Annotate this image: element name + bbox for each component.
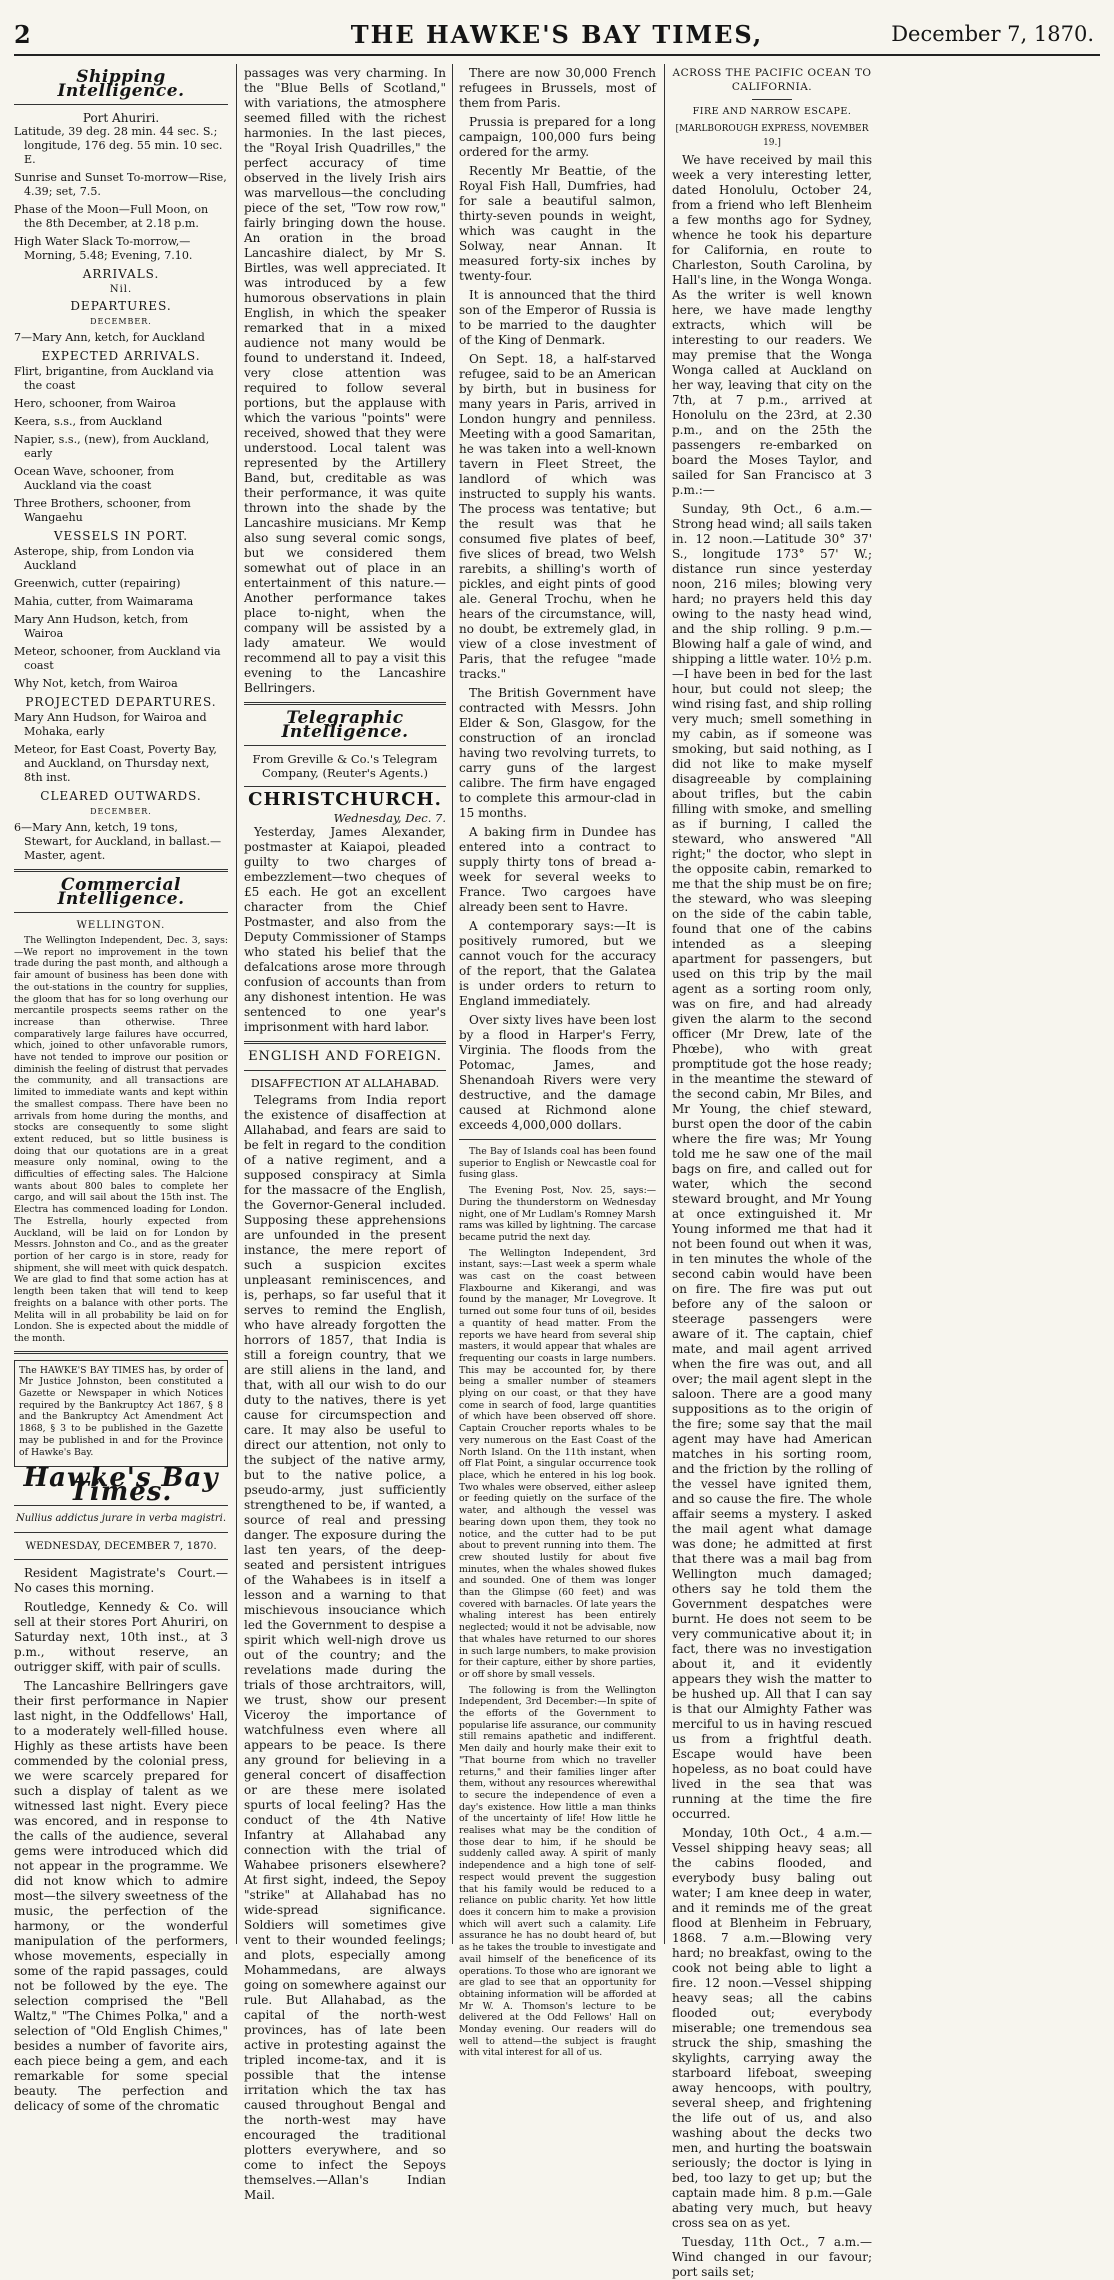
commercial-heading: Commercial Intelligence. (57, 875, 185, 909)
pacific-paragraph: Monday, 10th Oct., 4 a.m.—Vessel shipping heavy seas; all the cabins flooded, and everybody busy baling out water; I am knee deep in water, and it reminds me of the great flood at Blenheim in February, 1868. 7 a.m.—Blowing very hard; no breakfast, owing to the cook not being able to light a fire. 12 noon.—Vessel shipping heavy seas; all the cabins flooded out; everybody miserable; one tremendous sea struck the ship, smashing the skylights, carrying away the starboard lifeboat, sweeping away hencoops, with poultry, several sheep, and frightening the life out of us, and also washing about the decks two men, and hurting the boatswain seriously; the doctor is lying in bed, too lazy to get up; but the captain made him. 8 p.m.—Gale abating very much, but heavy cross sea on as yet. (672, 1826, 872, 2230)
vessel-entry: Meteor, schooner, from Auckland via coast (14, 645, 221, 672)
court-paragraph: Resident Magistrate's Court.—No cases this morning. (14, 1566, 228, 1596)
port-info-line: Phase of the Moon—Full Moon, on the 8th December, at 2.18 p.m. (14, 203, 209, 230)
small-news-item: The following is from the Wellington Independent, 3rd December:—In spite of the efforts of the Government to popularise life assurance, our community still remains apathetic and indifferent. Men daily and hourly make their exit to "That bourne from which no traveller returns," and their families linger after them, without any resources wherewithal to secure the independence of even a day's existence. How little a man thinks of the uncertainty of life! How little he realises what may be the condition of those dear to him, if he should be suddenly called away. A spirit of manly independence and a high tone of self-respect would prevent the suggestion that his family would be reduced to a reliance on public charity. Yet how little does it concern him to make a provision which will avert such a calamity. Life assurance he has no doubt heard of, but as he takes the trouble to investigate and avail himself of the beneficence of its operations. To those who are ignorant we are glad to see that an opportunity for obtaining information will be afforded at Mr W. A. Thomson's lecture to be delivered at the Odd Fellows' Hall on Monday evening. Our readers will do well to attend—the subject is fraught with vital interest for all of us. (459, 1684, 656, 2059)
expected-entry: Napier, s.s., (new), from Auckland, early (14, 433, 210, 460)
telegram-source: From Greville & Co.'s Telegram Company, (Reuter's Agents.) (252, 752, 438, 780)
small-news-item: The Bay of Islands coal has been found superior to English or Newcastle coal for fusing glass. (459, 1146, 656, 1181)
column-4 (672, 66, 872, 2279)
expected-entry: Three Brothers, schooner, from Wangaehu (14, 497, 191, 524)
christchurch-heading: CHRISTCHURCH. (248, 789, 442, 810)
disaffection-heading: DISAFFECTION AT ALLAHABAD. (250, 1077, 440, 1090)
newspaper-nameplate: Hawke's Bay Times. (23, 1463, 219, 1508)
news-item: It is announced that the third son of the Emperor of Russia is to be married to the daughter of the King of Denmark. (459, 288, 656, 347)
commercial-article: The Wellington Independent, Dec. 3, says:—We report no improvement in the town trade during the past month, and although a fair amount of business has been done with the out-stations in the country for supplies, the gloom that has for so long overhung our mercantile prospects seems rather on the increase than otherwise. Three comparatively large failures have occurred, which, joined to other unfavorable rumors, have not tended to improve our position or diminish the feeling of distrust that pervades the community, and all transactions are limited to immediate wants and kept within the smallest compass. There have been no arrivals from home during the months, and stocks are consequently to some slight extent reduced, but so little business is doing that our quotations are in a great measure only nominal, owing to the difficulties of effecting sales. The Halcione wants about 800 bales to complete her cargo, and will sail about the 15th inst. The Electra has commenced loading for London. The Estrella, hourly expected from Auckland, will be laid on for London by Messrs. Johnston and Co., and as the greater portion of her cargo is in store, ready for shipment, she will meet with quick despatch. We are glad to find that some action has at length been taken that will tend to keep freights on a balance with other ports. The Melita will in all probability be laid on for London. She is expected about the middle of the month. (14, 935, 228, 1344)
expected-heading: EXPECTED ARRIVALS. (41, 349, 201, 363)
cleared-month: DECEMBER. (90, 807, 152, 816)
vessel-entry: Greenwich, cutter (repairing) (14, 577, 181, 590)
projected-heading: PROJECTED DEPARTURES. (25, 695, 217, 709)
foreign-heading: ENGLISH AND FOREIGN. (248, 1049, 442, 1064)
port-info (14, 125, 228, 263)
small-news-item: The Evening Post, Nov. 25, says:—During the thunderstorm on Wednesday night, one of Mr Ludlam's Romney Marsh rams was killed by lightning. The carcase became putrid the next day. (459, 1185, 656, 1243)
bellringers-continued: passages was very charming. In the "Blue Bells of Scotland," with variations, the atmosphere seemed filled with the richest harmonies. In the last pieces, the "Royal Irish Quadrilles," the perfect accuracy of time observed in the lively Irish airs was marvellous—the concluding piece of the set, "Tow row row," fairly bringing down the house. An oration in the broad Lancashire dialect, by Mr S. Birtles, was well appreciated. It was introduced by a few humorous observations in plain English, in which the speaker remarked that in a mixed audience not many would be found to understand it. Indeed, very close attention was required to follow several portions, but the applause with which the various "points" were received, showed that they were understood. Local talent was represented by the Artillery Band, but, creditable as was their performance, it was quite thrown into the shade by the Lancashire musicians. Mr Kemp also sung several comic songs, but we considered them somewhat out of place in an entertainment of this nature.—Another performance takes place to-night, when the company will be assisted by a lady amateur. We would recommend all to pay a visit this evening to the Lancashire Bellringers. (244, 66, 446, 695)
news-item: Recently Mr Beattie, of the Royal Fish Hall, Dumfries, had for sale a beautiful salmon, thirty-seven pounds in weight, which was caught in the Solway, near Annan. It measured forty-six inches by twenty-four. (459, 164, 656, 283)
news-item: Prussia is prepared for a long campaign, 100,000 furs being ordered for the army. (459, 115, 656, 159)
projected-entry: Mary Ann Hudson, for Wairoa and Mohaka, early (14, 711, 207, 738)
column-1 (14, 66, 228, 2114)
news-item: There are now 30,000 French refugees in Brussels, most of them from Paris. (459, 66, 656, 110)
column-divider (452, 64, 453, 1944)
departure-entry: 7—Mary Ann, ketch, for Auckland (14, 331, 205, 344)
newspaper-title: THE HAWKE'S BAY TIMES, (350, 20, 764, 49)
masthead (14, 18, 1100, 56)
editorial-dateline: WEDNESDAY, DECEMBER 7, 1870. (25, 1540, 217, 1553)
departures-month: DECEMBER. (90, 317, 152, 326)
pacific-heading: ACROSS THE PACIFIC OCEAN TO CALIFORNIA. (672, 67, 872, 93)
cleared-entry: 6—Mary Ann, ketch, 19 tons, Stewart, for Auckland, in ballast.—Master, agent. (14, 821, 222, 862)
projected-entry: Meteor, for East Coast, Poverty Bay, and Auckland, on Thursday next, 8th inst. (14, 743, 217, 784)
port-info-line: High Water Slack To-morrow,—Morning, 5.48; Evening, 7.10. (14, 235, 193, 262)
arrivals-nil: Nil. (109, 284, 133, 295)
vessel-entry: Why Not, ketch, from Wairoa (14, 677, 178, 690)
news-item: On Sept. 18, a half-starved refugee, said to be an American by birth, but in business for many years in Paris, arrived in London hungry and penniless. Meeting with a good Samaritan, he was taken into a well-known tavern in Fleet Street, the landlord of which was instructed to supply his wants. The process was tentative; but the result was that he consumed five plates of beef, five slices of bread, two Welsh rarebits, a shilling's worth of pickles, and eight pints of good ale. General Trochu, when he hears of the circumstance, will, no doubt, be extremely glad, in view of a close investment of Paris, that the refugee "made tracks." (459, 352, 656, 681)
departures-heading: DEPARTURES. (70, 299, 172, 313)
pacific-paragraph: We have received by mail this week a very interesting letter, dated Honolulu, October 24, from a friend who left Blenheim a few months ago for Sydney, whence he took his departure for California, en route to Charleston, South Carolina, by Hall's line, in the Wonga Wonga. As the writer is well known here, we have made lengthy extracts, which will be interesting to our readers. We may premise that the Wonga Wonga called at Auckland on her way, leaving that city on the 7th, at 7 p.m., arrived at Honolulu on the 23rd, at 2.30 p.m., and on the 25th the passengers re-embarked on board the Moses Taylor, and sailed for San Francisco at 3 p.m.:— (672, 153, 872, 497)
shipping-heading: Shipping Intelligence. (57, 67, 185, 101)
wellington-heading: WELLINGTON. (76, 920, 166, 931)
column-divider (236, 64, 237, 1944)
christchurch-article: Yesterday, James Alexander, postmaster at Kaiapoi, pleaded guilty to two charges of embezzlement—two cheques of £5 each. He got an excellent character from the Chief Postmaster, and also from the Deputy Commissioner of Stamps who stated his belief that the defalcations arose more through confusion of accounts than from any dishonest intention. He was sentenced to one year's imprisonment with hard labor. (244, 825, 446, 1034)
disaffection-article: Telegrams from India report the existence of disaffection at Allahabad, and fears are said to be felt in regard to the condition of a native regiment, and a supposed conspiracy at Simla for the massacre of the English, the Governor-General included. Supposing these apprehensions are unfounded in the present instance, the mere report of such a suspicion excites unpleasant reminiscences, and is, perhaps, so far useful that it serves to remind the English, who have already forgotten the horrors of 1857, that India is still a foreign country, that we are still aliens in the land, and that, with all our wish to do our duty to the natives, there is yet cause for circumspection and care. It may also be useful to direct our attention, not only to the subject of the native army, but to the native police, a pseudo-army, just sufficiently strengthened to be, if wanted, a source of real and pressing danger. The exposure during the last ten years, of the deep-seated and persistent intrigues of the Wahabees is in itself a lesson and a warning to that mischievous insouciance which led the Government to despise a spirit which well-nigh drove us out of the country; and the revelations made during the trials of those archtraitors, will, we trust, show our present Viceroy the importance of watchfulness even where all appears to be peace. Is there any ground for believing in a general concert of disaffection or are these mere isolated spurts of local feeling? Has the conduct of the 4th Native Infantry at Allahabad any connection with the trial of Wahabee prisoners elsewhere? At first sight, indeed, the Sepoy "strike" at Allahabad has no wide-spread significance. Soldiers will sometimes give vent to their wounded feelings; and plots, especially among Mohammedans, are always going on somewhere against our rule. But Allahabad, as the capital of the north-west provinces, has of late been active in protesting against the tripled income-tax, and it is possible that the intense irritation which the tax has caused throughout Bengal and the north-west may have encouraged the traditional plotters everywhere, and so come to infect the Sepoys themselves.—Allan's Indian Mail. (244, 1093, 446, 2202)
gazette-notice-text: The HAWKE'S BAY TIMES has, by order of Mr Justice Johnston, been constituted a Gazette or Newspaper in which Notices required by the Bankruptcy Act 1867, § 8 and the Bankruptcy Act Amendment Act 1868, § 3 to be published in the Gazette may be published in and for the Province of Hawke's Bay. (19, 1364, 223, 1458)
page-number: 2 (14, 20, 31, 49)
news-item: The British Government have contracted with Messrs. John Elder & Son, Glasgow, for the construction of an ironclad having two revolving turrets, to carry guns of the largest calibre. The firm have engaged to complete this armour-clad in 15 months. (459, 686, 656, 820)
telegraphic-heading: Telegraphic Intelligence. (281, 708, 409, 742)
expected-entry: Hero, schooner, from Wairoa (14, 397, 176, 410)
arrivals-heading: ARRIVALS. (82, 267, 160, 281)
pacific-paragraph: Tuesday, 11th Oct., 7 a.m.—Wind changed in our favour; port sails set; (672, 2235, 872, 2279)
motto: Nullius addictus jurare in verba magistri. (15, 1513, 227, 1525)
vessel-entry: Asterope, ship, from London via Auckland (14, 545, 195, 572)
source-line: [MARLBOROUGH EXPRESS, NOVEMBER 19.] (675, 124, 869, 148)
vessel-entry: Mahia, cutter, from Waimarama (14, 595, 194, 608)
news-item: A contemporary says:—It is positively rumored, but we cannot vouch for the accuracy of the report, that the Galatea is under orders to return to England immediately. (459, 919, 656, 1008)
column-2 (244, 66, 446, 2202)
cleared-heading: CLEARED OUTWARDS. (40, 789, 202, 803)
port-info-line: Latitude, 39 deg. 28 min. 44 sec. S.; longitude, 176 deg. 55 min. 10 sec. E. (14, 125, 223, 166)
column-3 (459, 66, 656, 2059)
expected-entry: Flirt, brigantine, from Auckland via the coast (14, 365, 214, 392)
gazette-notice (14, 1360, 228, 1468)
auction-paragraph: Routledge, Kennedy & Co. will sell at their stores Port Ahuriri, on Saturday next, 10th inst., at 3 p.m., without reserve, an outrigger skiff, with pair of sculls. (14, 1600, 228, 1675)
bellringers-paragraph: The Lancashire Bellringers gave their first performance in Napier last night, in the Oddfellows' Hall, to a moderately well-filled house. Highly as these artists have been commended by the colonial press, we were scarcely prepared for such a display of talent as we witnessed last night. Every piece was encored, and in response to the calls of the audience, several gems were introduced which did not appear in the programme. We did not know which to admire most—the silvery sweetness of the music, the perfection of the harmony, or the wonderful manipulation of the performers, whose movements, especially in some of the rapid passages, could not be followed by the eye. The selection comprised the "Bell Waltz," "The Chimes Polka," and a selection of "Old English Chimes," besides a number of favorite airs, each piece being a gem, and each remarkable for some special beauty. The perfection and delicacy of some of the chromatic (14, 1679, 228, 2114)
expected-entry: Keera, s.s., from Auckland (14, 415, 163, 428)
expected-entry: Ocean Wave, schooner, from Auckland via the coast (14, 465, 174, 492)
port-info-line: Sunrise and Sunset To-morrow—Rise, 4.39; set, 7.5. (14, 171, 227, 198)
pacific-paragraph: Sunday, 9th Oct., 6 a.m.—Strong head wind; all sails taken in. 12 noon.—Latitude 30° 37' S., longitude 173° 57' W.; distance run since yesterday noon, 216 miles; blowing very hard; no prayers held this day owing to the nasty head wind, and the ship rolling. 9 p.m.—Blowing half a gale of wind, and shipping a little water. 10½ p.m.—I have been in bed for the last hour, but could not sleep; the wind rising fast, and ship rolling very much; smell something in my cabin, as if someone was smoking, but said nothing, as I did not like to make myself disagreeable by complaining about trifles, but the cabin filling with smoke, and smelling as if burning, I called the steward, who answered "All right;" the doctor, who slept in the opposite cabin, remarked to me that the ship must be on fire; the steward, who was sleeping on the side of the cabin table, found that one of the cabins intended as a sleeping apartment for passengers, but used on this trip by the mail agent as a sorting room only, was on fire, and had already given the alarm to the second officer (Mr Drew, late of the Phœbe), who with great promptitude got the hose ready; in the meantime the steward of the second cabin, Mr Biles, and Mr Young, the chief steward, burst open the door of the cabin where the fire was; Mr Young told me he saw one of the mail bags on fire, and called out for water, which the second steward brought, and Mr Young at once extinguished it. Mr Young informed me that had it not been found out when it was, in ten minutes the whole of the second cabin would have been on fire. The fire was put out before any of the saloon or steerage passengers were aware of it. The captain, chief mate, and mail agent arrived when the fire was out, and all over; the mail agent slept in the saloon. There are a good many suppositions as to the origin of the fire; some say that the mail agent may have had American matches in his sorting room, and the friction by the rolling of the vessel have ignited them, and so cause the fire. The whole affair seems a mystery. I asked the mail agent what damage was done; he admitted at first that there was a mail bag from Wellington much damaged; others say he told them the Government despatches were burnt. He does not seem to be very communicative about it; in fact, there was no investigation about it, and it evidently appears they wish the matter to be hushed up. All that I can say is that our Almighty Father was merciful to us in having rescued us from a frightful death. Escape would have been hopeless, as no boat could have lived in the sea that was running at the time the fire occurred. (672, 502, 872, 1821)
issue-date: December 7, 1870. (891, 22, 1094, 46)
column-divider (664, 64, 665, 1944)
vessels-heading: VESSELS IN PORT. (53, 529, 189, 543)
small-news-item: The Wellington Independent, 3rd instant, says:—Last week a sperm whale was cast on the coast between Flaxbourne and Kikerangi, and was found by the manager, Mr Lovegrove. It turned out some four tuns of oil, besides a quantity of head matter. From the reports we have heard from several ship masters, it would appear that whales are frequenting our coasts in large numbers. This may be accounted for, by there being a smaller number of steamers plying on our coast, or that they have come in search of food, large quantities of which have been observed off shore. Captain Croucher reports whales to be very numerous on the East Coast of the North Island. On the 11th instant, when off Flat Point, a singular occurrence took place, which he entered in his log book. Two whales were observed, either asleep or feeding quietly on the surface of the water, and although the vessel was bearing down upon them, they took no notice, and the cutter had to be put about to prevent running into them. The crew shouted lustily for about five minutes, when the whales showed flukes and sounded. One of them was longer than the Glimpse (60 feet) and was covered with barnacles. Of late years the whaling interest has been entirely neglected; would it not be advisable, now that whales have returned to our shores in such large numbers, to make provision for their capture, either by shore parties, or off shore by small vessels. (459, 1247, 656, 1680)
fire-subheading: FIRE AND NARROW ESCAPE. (692, 106, 852, 117)
news-item: Over sixty lives have been lost by a flood in Harper's Ferry, Virginia. The floods from the Potomac, James, and Shenandoah Rivers were very destructive, and the damage caused at Richmond alone exceeds 4,000,000 dollars. (459, 1013, 656, 1132)
christchurch-date: Wednesday, Dec. 7. (333, 811, 446, 825)
port-name: Port Ahuriri. (82, 111, 160, 125)
news-item: A baking firm in Dundee has entered into a contract to supply thirty tons of bread a-week for several weeks to France. Two cargoes have already been sent to Havre. (459, 825, 656, 914)
vessel-entry: Mary Ann Hudson, ketch, from Wairoa (14, 613, 189, 640)
